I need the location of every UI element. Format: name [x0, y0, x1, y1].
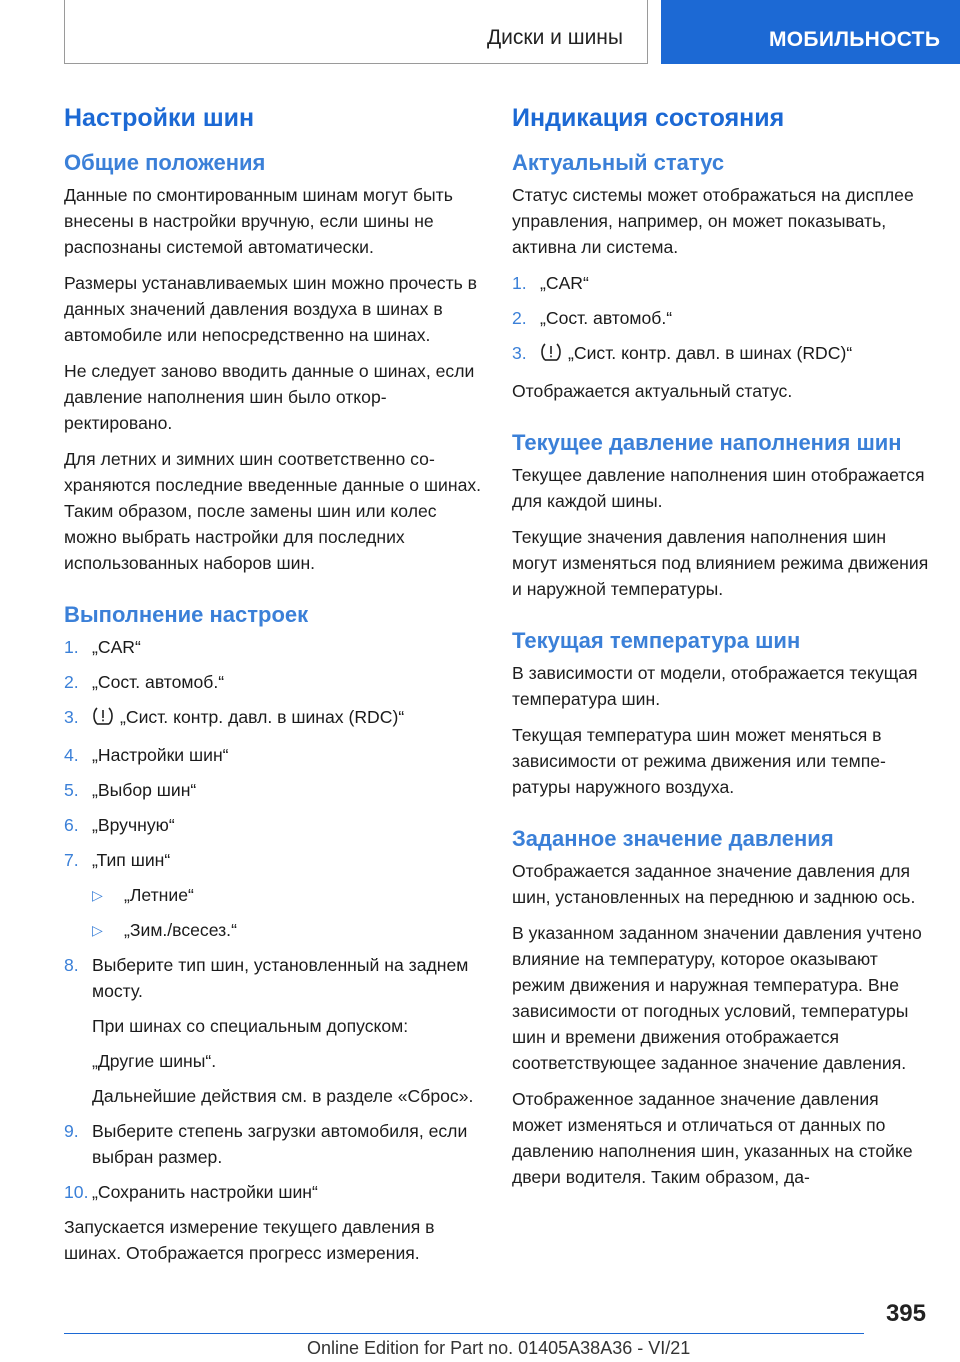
current-status-outro: Отображается актуальный статус. — [512, 381, 793, 401]
list-item: 2. „Сост. автомоб.“ — [512, 308, 673, 328]
status-title: Индикация состояния — [512, 104, 785, 132]
general-paragraph: Размеры устанавливаемых шин можно прочесть в данных значений давления воздуха в шинах в автомобиле или непосредственно на шинах. — [64, 273, 478, 345]
triangle-right-icon: ▷ — [92, 887, 103, 903]
list-item: 3. „Сист. контр. давл. в шинах (RDC)“ — [64, 704, 482, 733]
header-section-box — [64, 0, 648, 64]
chapter-tab[interactable] — [661, 0, 960, 64]
tire-type-options — [92, 882, 482, 943]
target-pressure-heading: Заданное значение давления — [512, 826, 834, 851]
pressure-heading: Текущее давление наполнения шин — [512, 430, 902, 455]
settings-outro: Запускается измерение текущего давления в шинах. Отображается прогресс измерения. — [64, 1217, 435, 1263]
list-item: 2. „Сост. автомоб.“ — [64, 672, 225, 692]
list-item: 1. „CAR“ — [64, 637, 141, 657]
right-column — [512, 102, 930, 1200]
list-item: 1. „CAR“ — [512, 273, 589, 293]
temperature-paragraph: Текущая температура шин может меняться в зависимости от режима движения или температуры наружного воздуха. — [512, 725, 886, 797]
footer-divider — [64, 1333, 864, 1334]
step-note: Дальнейшие действия см. в разделе «Сброс». — [92, 1086, 474, 1106]
list-item: 5. „Выбор шин“ — [64, 780, 197, 800]
section-title: Диски и шины — [486, 26, 623, 49]
tire-settings-title: Настройки шин — [64, 104, 255, 132]
target-pressure-paragraph: Отображенное заданное значение давления может изменяться и отличаться от данных по давлению наполнения шин, указанных на стойке двери водителя. Таким образом, да- — [512, 1089, 913, 1187]
settings-steps-list — [64, 634, 482, 1205]
general-paragraph: Не следует заново вводить данные о шинах, если давление наполнения шин было откорректировано. — [64, 361, 475, 433]
footer-edition: Online Edition for Part no. 01405A38A36 - VI/21 — [307, 1338, 691, 1358]
status-steps-list — [512, 270, 930, 369]
list-item: 7. „Тип шин“ ▷ „Летние“ ▷ „Зим./всесез.“ — [64, 847, 482, 943]
list-item: ▷ „Летние“ — [92, 882, 482, 908]
pressure-paragraph: Текущие значения давления наполнения шин могут изменяться под влиянием режима движения и наружной температуры. — [512, 527, 929, 599]
left-column — [64, 102, 482, 1276]
list-item: 10. „Сохранить настройки шин“ — [64, 1182, 318, 1202]
temperature-heading: Текущая температура шин — [512, 628, 801, 653]
list-item: 6. „Вручную“ — [64, 815, 175, 835]
settings-heading: Выполнение настроек — [64, 602, 309, 627]
target-pressure-paragraph: В указанном заданном значении давления учтено влияние на температуру, которое оказывают режим движения и наружная температура. Вне зависимости от погодных условий, температуры шин и времени движения отображается соответствующее заданное значение давления. — [512, 923, 922, 1073]
current-status-intro: Статус системы может отображаться на дисплее управления, например, он может показывать, активна ли система. — [512, 185, 914, 257]
general-paragraph: Для летних и зимних шин соответственно сохраняются последние введенные данные о шинах. Таким образом, после замены шин или колес можно выбрать настройки для последних использованных наборов шин. — [64, 449, 482, 573]
pressure-paragraph: Текущее давление наполнения шин отображается для каждой шины. — [512, 465, 925, 511]
list-item: 3. „Сист. контр. давл. в шинах (RDC)“ — [512, 340, 930, 369]
list-item: 9. Выберите степень загрузки автомобиля, если выбран размер. — [64, 1121, 468, 1167]
list-item: 4. „Настройки шин“ — [64, 745, 229, 765]
step-note: „Другие шины“. — [92, 1051, 217, 1071]
temperature-paragraph: В зависимости от модели, отображается текущая температура шин. — [512, 663, 918, 709]
list-item: ▷ „Зим./всесез.“ — [92, 917, 482, 943]
step-note: При шинах со специальным допуском: — [92, 1016, 409, 1036]
target-pressure-paragraph: Отображается заданное значение давления для шин, установленных на переднюю и заднюю ось. — [512, 861, 916, 907]
list-item: 8. Выберите тип шин, установленный на заднем мосту. При шинах со специальным допуском: „Другие шины“. Дальнейшие действия см. в разделе «Сброс». — [64, 952, 482, 1109]
tire-pressure-warning-icon — [92, 706, 114, 733]
chapter-tab-label: МОБИЛЬНОСТЬ — [769, 28, 941, 51]
current-status-heading: Актуальный статус — [512, 150, 725, 175]
page-number: 395 — [885, 1300, 926, 1327]
general-paragraph: Данные по смонтированным шинам могут быть внесены в настройки вручную, если шины не распознаны системой автоматически. — [64, 185, 453, 257]
general-heading: Общие положения — [64, 150, 266, 175]
triangle-right-icon: ▷ — [92, 922, 103, 938]
tire-pressure-warning-icon — [540, 342, 562, 369]
